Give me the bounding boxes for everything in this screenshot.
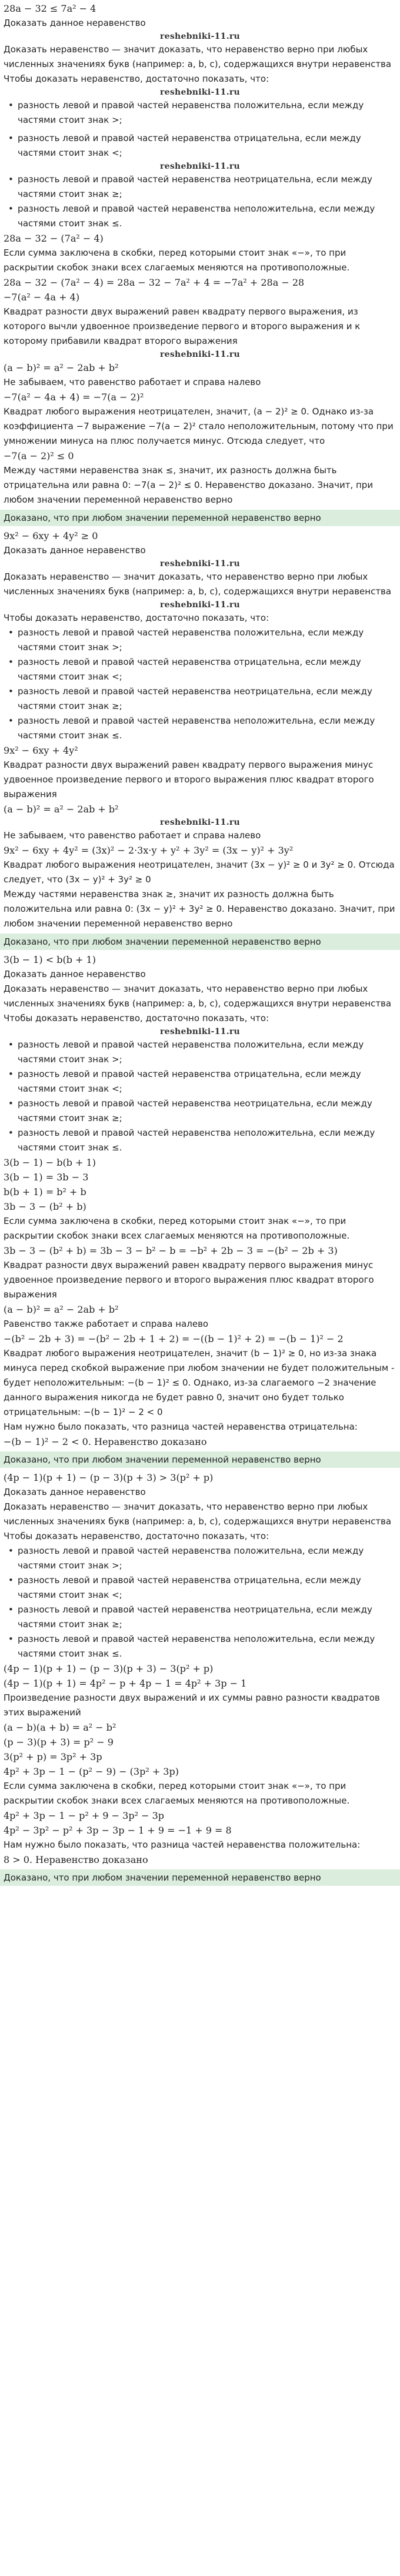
p2-nonneg-text: Квадрат любого выражения неотрицателен, значит (3x − y)² ≥ 0 и 3y² ≥ 0. Отсюда следует, что (3x − y)² + 3y² ≥ 0 <box>4 859 395 885</box>
intro-text: Доказать данное неравенство <box>4 1487 146 1497</box>
watermark: reshebniki-11.ru <box>159 1027 241 1036</box>
p2-step: 9x² − 6xy + 4y² = (3x)² − 2·3x·y + y² + 3y² = (3x − y)² + 3y² <box>4 845 294 856</box>
p2-expression: 9x² − 6xy + 4y² <box>4 745 78 756</box>
watermark: reshebniki-11.ru <box>159 818 241 827</box>
bullet-nonnegative: • разность левой и правой частей неравенства неотрицательна, если между частями стоит знак ≥; <box>4 1096 396 1126</box>
p4-line: (4p − 1)(p + 1) − (p − 3)(p + 3) − 3(p² + p) <box>4 1663 214 1674</box>
bullet-negative: • разность левой и правой частей неравенства отрицательна, если между частями стоит знак <; <box>4 1573 396 1603</box>
p3-need-text: Нам нужно было показать, что разница частей неравенства отрицательна: <box>4 1421 358 1432</box>
bullet-positive: • разность левой и правой частей неравенства положительна, если между частями стоит знак >; <box>4 1038 396 1067</box>
square-rule-text: Квадрат разности двух выражений равен квадрату первого выражения минус удвоенное произведение первого и второго выражения плюс квадрат второго выражения <box>4 760 374 799</box>
p1-final-text: Между частями неравенства знак ≤, значит, их разность должна быть отрицательна или равна 0: −7(a − 2)² ≤ 0. Неравенство доказано. Значит, при любом значении переменной неравенство верно <box>4 465 374 505</box>
intro-text: Доказать данное неравенство <box>4 969 146 979</box>
p3-expansion: 3b − 3 − (b² + b) = 3b − 3 − b² − b = −b² + 2b − 3 = −(b² − 2b + 3) <box>4 1245 338 1256</box>
p3-conclusion: Доказано, что при любом значении переменной неравенство верно <box>0 1451 400 1468</box>
p3-line: b(b + 1) = b² + b <box>4 1186 86 1197</box>
watermark: reshebniki-11.ru <box>159 32 241 41</box>
product-formula: (a − b)(a + b) = a² − b² <box>4 1722 116 1733</box>
p3-line: 3(b − 1) = 3b − 3 <box>4 1172 89 1183</box>
show-intro: Чтобы доказать неравенство, достаточно показать, что: <box>4 73 269 84</box>
method-text: Доказать неравенство — значит доказать, что неравенство верно при любых численных значениях букв (например: a, b, c), содержащихся внутри неравенства <box>4 983 392 1009</box>
bullet-nonpositive: • разность левой и правой частей неравенства неположительна, если между частями стоит знак ≤. <box>4 202 396 231</box>
p4-conclusion: Доказано, что при любом значении переменной неравенство верно <box>0 1869 400 1886</box>
brackets-note: Если сумма заключена в скобки, перед которыми стоит знак «−», то при раскрытии скобок знаки всех слагаемых меняются на противоположные. <box>4 1781 350 1806</box>
p4-result: 8 > 0. Неравенство доказано <box>4 1854 148 1865</box>
method-text: Доказать неравенство — значит доказать, что неравенство верно при любых численных значениях букв (например: a, b, c), содержащихся внутри неравенства <box>4 44 392 69</box>
square-rule-text: Квадрат разности двух выражений равен квадрату первого выражения, из которого вычли удвоенное произведение первого и второго выражения и к которому прибавили квадрат второго выражения <box>4 306 361 346</box>
intro-text: Доказать данное неравенство <box>4 18 146 28</box>
brackets-note: Если сумма заключена в скобки, перед которыми стоит знак «−», то при раскрытии скобок знаки всех слагаемых меняются на противоположные. <box>4 247 350 273</box>
bullet-nonnegative: • разность левой и правой частей неравенства неотрицательна, если между частями стоит знак ≥; <box>4 684 396 714</box>
bullet-positive: • разность левой и правой частей неравенства положительна, если между частями стоит знак >; <box>4 98 396 128</box>
p1-step: −7(a² − 4a + 4) = −7(a − 2)² <box>4 392 144 403</box>
p4-line: 3(p² + p) = 3p² + 3p <box>4 1751 102 1762</box>
p1-inequality: 28a − 32 ≤ 7a² − 4 <box>4 3 96 14</box>
bullet-nonpositive: • разность левой и правой частей неравенства неположительна, если между частями стоит знак ≤. <box>4 1632 396 1661</box>
remember-text: Не забываем, что равенство работает и справа налево <box>4 377 261 387</box>
p1-result: −7(a − 2)² ≤ 0 <box>4 450 74 461</box>
p1-nonneg-text: Квадрат любого выражения неотрицателен, значит, (a − 2)² ≥ 0. Однако из-за коэффициента −7 выражение −7(a − 2)² стало неположительным, потому что при умножении минуса на плюс получается минус. Отсюда следует, что <box>4 406 394 446</box>
p4-line: (p − 3)(p + 3) = p² − 9 <box>4 1737 114 1748</box>
method-text: Доказать неравенство — значит доказать, что неравенство верно при любых численных значениях букв (например: a, b, c), содержащихся внутри неравенства <box>4 1501 392 1527</box>
p3-nonneg-text: Квадрат любого выражения неотрицателен, значит (b − 1)² ≥ 0, но из-за знака минуса перед скобкой выражение при любом значении не будет положительным - будет неположительным: −(b − 1)² ≤ 0. Однако, из-за слагаемого −2 значение данного выражения никогда не будет равно 0, значит оно будет только отрицательным: −(b − 1)² − 2 < 0 <box>4 1348 395 1417</box>
watermark: reshebniki-11.ru <box>159 88 241 97</box>
p3-line: 3b − 3 − (b² + b) <box>4 1201 86 1212</box>
bullet-nonnegative: • разность левой и правой частей неравенства неотрицательна, если между частями стоит знак ≥; <box>4 172 396 202</box>
remember-text: Равенство также работает и справа налево <box>4 1319 209 1329</box>
bullet-positive: • разность левой и правой частей неравенства положительна, если между частями стоит знак >; <box>4 1544 396 1573</box>
show-intro: Чтобы доказать неравенство, достаточно показать, что: <box>4 613 269 623</box>
p4-line: 4p² + 3p − 1 − (p² − 9) − (3p² + 3p) <box>4 1766 179 1777</box>
p2-inequality: 9x² − 6xy + 4y² ≥ 0 <box>4 530 98 541</box>
bullet-nonpositive: • разность левой и правой частей неравенства неположительна, если между частями стоит знак ≤. <box>4 714 396 743</box>
bullet-negative: • разность левой и правой частей неравенства отрицательна, если между частями стоит знак <; <box>4 655 396 684</box>
p2-final-text: Между частями неравенства знак ≥, значит их разность должна быть положительна или равна 0: (3x − y)² + 3y² ≥ 0. Неравенство доказано. Значит, при любом значении переменной неравенство верно <box>4 889 395 929</box>
watermark: reshebniki-11.ru <box>159 600 241 610</box>
p3-result: −(b − 1)² − 2 < 0. Неравенство доказано <box>4 1436 207 1447</box>
p4-line: 4p² + 3p − 1 − p² + 9 − 3p² − 3p <box>4 1810 164 1821</box>
method-text: Доказать неравенство — значит доказать, что неравенство верно при любых численных значениях букв (например: a, b, c), содержащихся внутри неравенства <box>4 571 392 597</box>
p3-step: −(b² − 2b + 3) = −(b² − 2b + 1 + 2) = −((b − 1)² + 2) = −(b − 1)² − 2 <box>4 1333 344 1344</box>
bullet-negative: • разность левой и правой частей неравенства отрицательна, если между частями стоит знак <; <box>4 1067 396 1096</box>
show-intro: Чтобы доказать неравенство, достаточно показать, что: <box>4 1531 269 1541</box>
show-intro: Чтобы доказать неравенство, достаточно показать, что: <box>4 1013 269 1023</box>
p4-line: (4p − 1)(p + 1) = 4p² − p + 4p − 1 = 4p² + 3p − 1 <box>4 1678 247 1689</box>
watermark: reshebniki-11.ru <box>159 162 241 171</box>
p1-difference: 28a − 32 − (7a² − 4) <box>4 233 104 244</box>
p1-expansion: 28a − 32 − (7a² − 4) = 28a − 32 − 7a² + 4 = −7a² + 28a − 28 <box>4 277 305 288</box>
watermark: reshebniki-11.ru <box>159 559 241 568</box>
bullet-negative: • разность левой и правой частей неравенства отрицательна, если между частями стоит знак <; <box>4 131 396 160</box>
p3-inequality: 3(b − 1) < b(b + 1) <box>4 954 96 965</box>
p4-inequality: (4p − 1)(p + 1) − (p − 3)(p + 3) > 3(p² + p) <box>4 1472 214 1483</box>
bullet-nonnegative: • разность левой и правой частей неравенства неотрицательна, если между частями стоит знак ≥; <box>4 1603 396 1632</box>
p3-line: 3(b − 1) − b(b + 1) <box>4 1157 96 1168</box>
square-rule-text: Квадрат разности двух выражений равен квадрату первого выражения минус удвоенное произведение первого и второго выражения плюс квадрат второго выражения <box>4 1260 374 1300</box>
p2-conclusion: Доказано, что при любом значении переменной неравенство верно <box>0 934 400 950</box>
bullet-positive: • разность левой и правой частей неравенства положительна, если между частями стоит знак >; <box>4 625 396 655</box>
p4-need-text: Нам нужно было показать, что разница частей неравенства положительна: <box>4 1839 361 1850</box>
watermark: reshebniki-11.ru <box>159 350 241 359</box>
p4-line: 4p² − 3p² − p² + 3p − 3p − 1 + 9 = −1 + 9 = 8 <box>4 1825 232 1836</box>
product-rule-text: Произведение разности двух выражений и их суммы равно разности квадратов этих выражений <box>4 1692 380 1718</box>
p1-conclusion: Доказано, что при любом значении переменной неравенство верно <box>0 510 400 526</box>
brackets-note: Если сумма заключена в скобки, перед которыми стоит знак «−», то при раскрытии скобок знаки всех слагаемых меняются на противоположные. <box>4 1216 350 1241</box>
p1-factored: −7(a² − 4a + 4) <box>4 292 80 303</box>
intro-text: Доказать данное неравенство <box>4 545 146 556</box>
square-formula: (a − b)² = a² − 2ab + b² <box>4 362 119 373</box>
square-formula: (a − b)² = a² − 2ab + b² <box>4 1304 119 1315</box>
square-formula: (a − b)² = a² − 2ab + b² <box>4 804 119 815</box>
bullet-nonpositive: • разность левой и правой частей неравенства неположительна, если между частями стоит знак ≤. <box>4 1126 396 1155</box>
remember-text: Не забываем, что равенство работает и справа налево <box>4 830 261 841</box>
